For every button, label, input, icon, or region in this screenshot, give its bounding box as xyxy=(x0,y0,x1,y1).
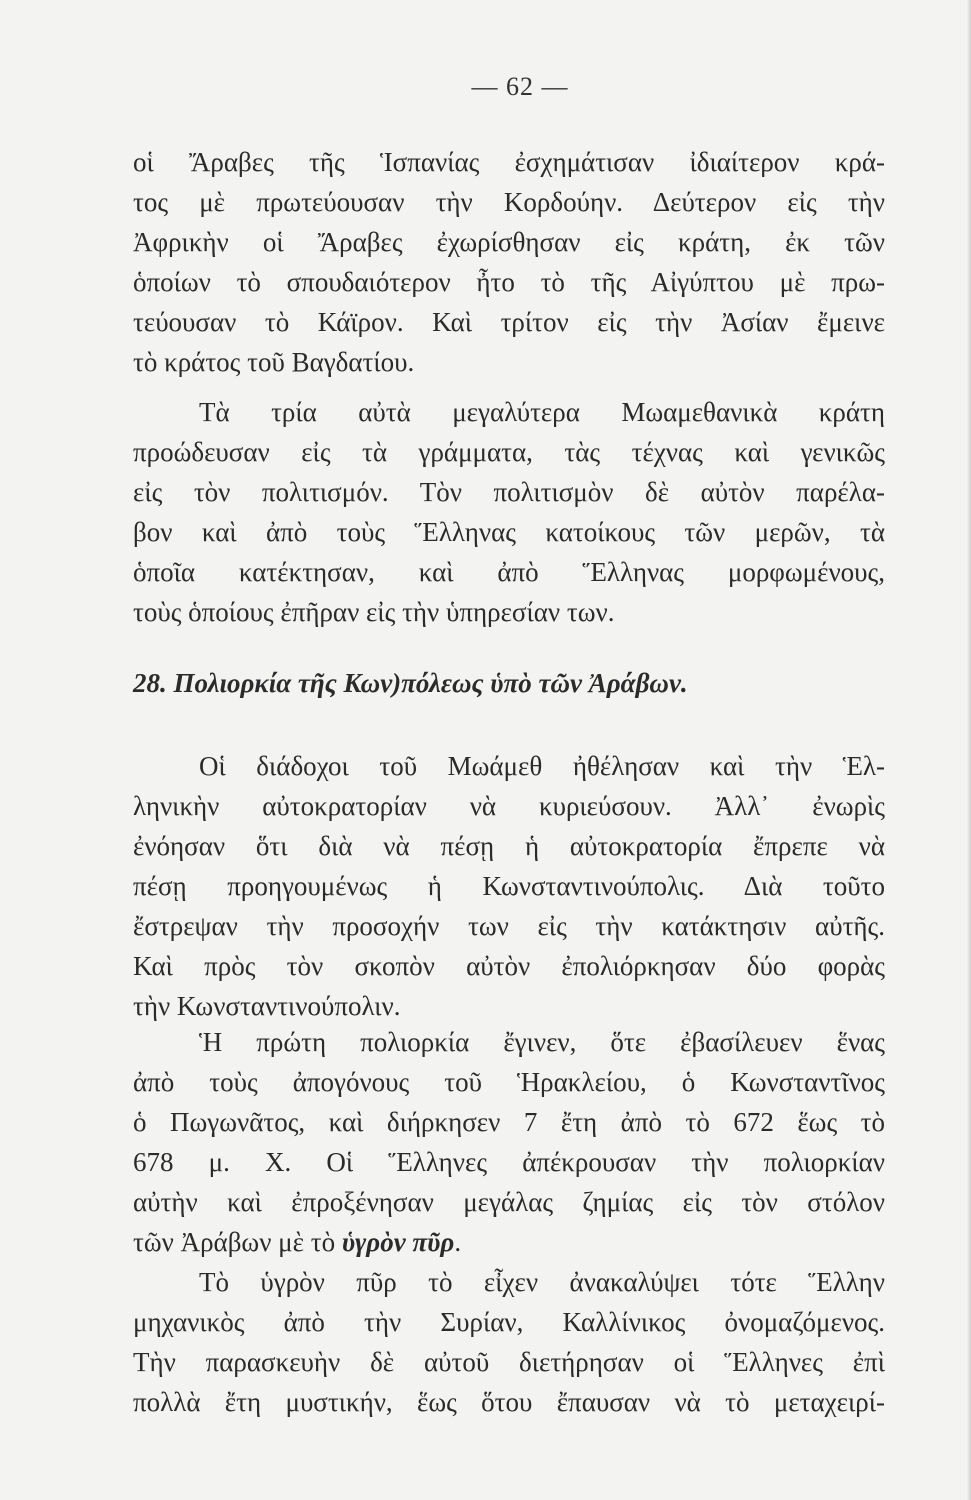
text-fragment: . xyxy=(454,1227,462,1257)
text-line: βον καὶ ἀπὸ τοὺς Ἕλληνας κατοίκους τῶν μερῶν, τὰ xyxy=(133,517,885,547)
text-line: αὐτὴν καὶ ἐπροξένησαν μεγάλας ζημίας εἰς τὸν στόλον xyxy=(133,1187,885,1217)
text-line: προώδευσαν εἰς τὰ γράμματα, τὰς τέχνας καὶ γενικῶς xyxy=(133,437,885,467)
text-line: τοὺς ὁποίους ἐπῆραν εἰς τὴν ὑπηρεσίαν των. xyxy=(133,597,615,627)
text-line: Ἀφρικὴν οἱ Ἄραβες ἐχωρίσθησαν εἰς κράτη, ἐκ τῶν xyxy=(133,227,885,257)
text-line: τὸ κράτος τοῦ Βαγδατίου. xyxy=(133,347,415,377)
text-line: Οἱ διάδοχοι τοῦ Μωάμεθ ἠθέλησαν καὶ τὴν Ἑλ- xyxy=(199,751,885,781)
text-line: πολλὰ ἔτη μυστικήν, ἕως ὅτου ἔπαυσαν νὰ τὸ μεταχειρί- xyxy=(133,1387,885,1417)
text-line: Τὸ ὑγρὸν πῦρ τὸ εἶχεν ἀνακαλύψει τότε Ἕλλην xyxy=(199,1267,885,1297)
text-line: τεύουσαν τὸ Κάϊρον. Καὶ τρίτον εἰς τὴν Ἀσίαν ἔμεινε xyxy=(133,307,885,337)
section-heading: 28. Πολιορκία τῆς Κων)πόλεως ὑπὸ τῶν Ἀράβων. xyxy=(133,668,688,698)
text-line: τος μὲ πρωτεύουσαν τὴν Κορδούην. Δεύτερον εἰς τὴν xyxy=(133,187,885,217)
page-number: — 62 — xyxy=(471,72,569,101)
text-line: 678 μ. Χ. Οἱ Ἕλληνες ἀπέκρουσαν τὴν πολιορκίαν xyxy=(133,1147,885,1177)
text-line: ὁ Πωγωνᾶτος, καὶ διήρκησεν 7 ἔτη ἀπὸ τὸ 672 ἕως τὸ xyxy=(133,1107,885,1137)
page-edge-shadow xyxy=(967,0,971,1500)
text-line: οἱ Ἄραβες τῆς Ἱσπανίας ἐσχημάτισαν ἰδιαίτερον κρά- xyxy=(133,147,885,177)
text-fragment: τῶν Ἀράβων μὲ τὸ xyxy=(133,1227,342,1257)
text-line: ἀπὸ τοὺς ἀπογόνους τοῦ Ἡρακλείου, ὁ Κωνσταντῖνος xyxy=(133,1067,885,1097)
text-line: εἰς τὸν πολιτισμόν. Τὸν πολιτισμὸν δὲ αὐτὸν παρέλα- xyxy=(133,477,885,507)
text-line: Τὰ τρία αὐτὰ μεγαλύτερα Μωαμεθανικὰ κράτη xyxy=(199,397,885,427)
text-line: ἔστρεψαν τὴν προσοχήν των εἰς τὴν κατάκτησιν αὐτῆς. xyxy=(133,911,885,941)
text-line: Καὶ πρὸς τὸν σκοπὸν αὐτὸν ἐπολιόρκησαν δύο φορὰς xyxy=(133,951,885,981)
text-line: πέσῃ προηγουμένως ἡ Κωνσταντινούπολις. Διὰ τοῦτο xyxy=(133,871,885,901)
text-line xyxy=(133,1222,885,1262)
text-line: ὁποίων τὸ σπουδαιότερον ἦτο τὸ τῆς Αἰγύπτου μὲ πρω- xyxy=(133,267,885,297)
text-line: τὴν Κωνσταντινούπολιν. xyxy=(133,991,401,1021)
text-line: Τὴν παρασκευὴν δὲ αὐτοῦ διετήρησαν οἱ Ἕλληνες ἐπὶ xyxy=(133,1347,885,1377)
emphasized-term: ὑγρὸν πῦρ xyxy=(341,1227,455,1257)
text-line: μηχανικὸς ἀπὸ τὴν Συρίαν, Καλλίνικος ὀνομαζόμενος. xyxy=(133,1307,885,1337)
text-line: ληνικὴν αὐτοκρατορίαν νὰ κυριεύσουν. Ἀλλ᾽ ἐνωρὶς xyxy=(133,791,885,821)
text-line: Ἡ πρώτη πολιορκία ἔγινεν, ὅτε ἐβασίλευεν ἕνας xyxy=(199,1027,885,1057)
text-line: ἐνόησαν ὅτι διὰ νὰ πέσῃ ἡ αὐτοκρατορία ἔπρεπε νὰ xyxy=(133,831,885,861)
text-line: ὁποῖα κατέκτησαν, καὶ ἀπὸ Ἕλληνας μορφωμένους, xyxy=(133,557,885,587)
